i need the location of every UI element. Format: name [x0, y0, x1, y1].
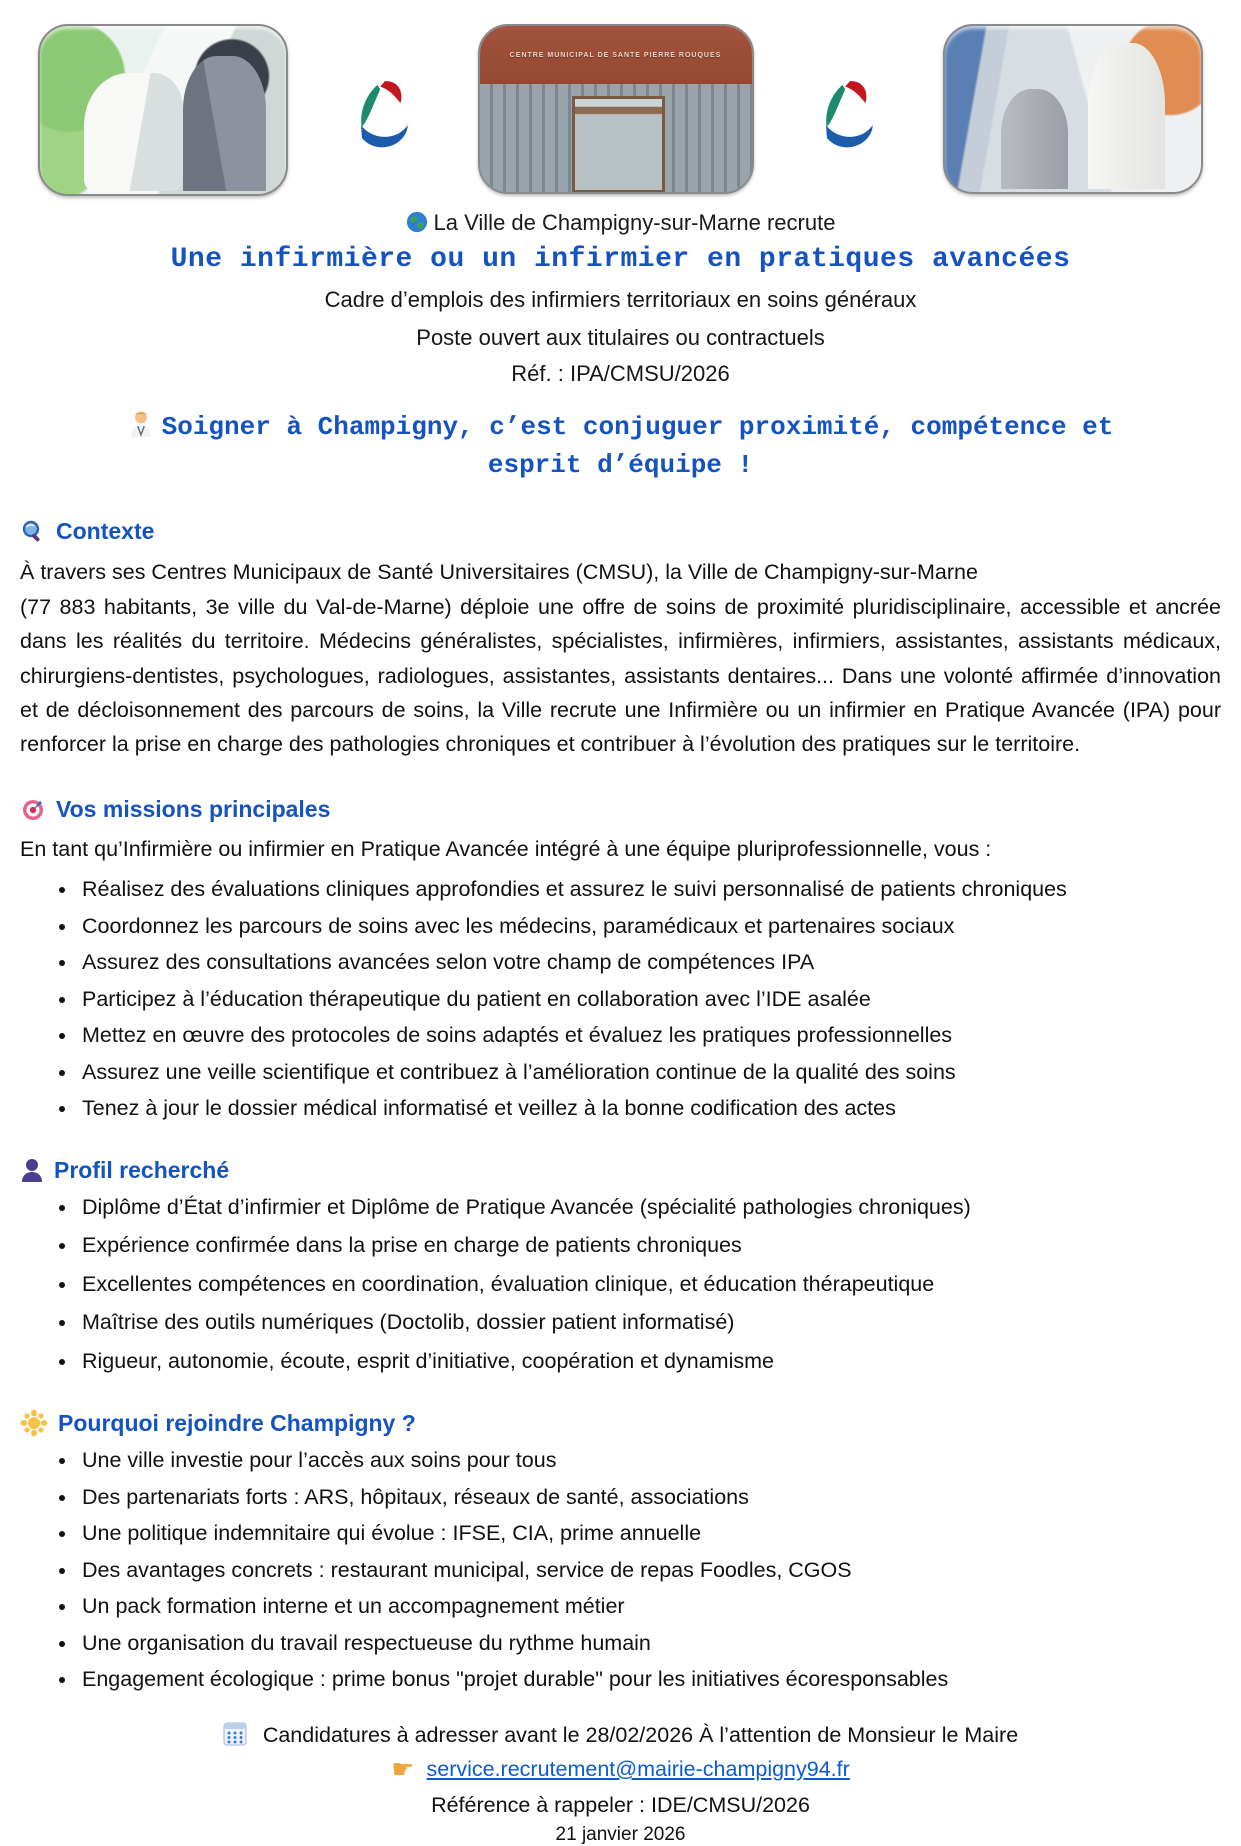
- footer: [0, 1720, 1241, 1846]
- section-why: [0, 1409, 1241, 1694]
- health-worker-icon: [128, 410, 154, 438]
- building-facade: [480, 26, 752, 84]
- page-title: Une infirmière ou un infirmier en pratiques avancées: [170, 244, 1071, 275]
- section-context: [0, 518, 1241, 761]
- section-missions-header: [20, 796, 1221, 823]
- list-item: • Engagement écologique : prime bonus "projet durable" pour les initiatives écoresponsables: [78, 1666, 1221, 1694]
- list-item: • Des avantages concrets : restaurant municipal, service de repas Foodles, CGOS: [78, 1557, 1221, 1585]
- photo-nurse-with-child: [943, 24, 1203, 194]
- section-context-title: Contexte: [56, 518, 155, 545]
- brand-line-text: La Ville de Champigny-sur-Marne recrute: [433, 210, 836, 235]
- target-icon: [20, 796, 46, 822]
- application-deadline-line: [0, 1720, 1241, 1748]
- building-door: [572, 96, 665, 193]
- section-profile: [0, 1157, 1241, 1376]
- recruitment-email-link[interactable]: service.recrutement@mairie-champigny94.fr: [426, 1756, 850, 1781]
- list-item: • Excellentes compétences en coordination, évaluation clinique, et éducation thérapeutique: [78, 1271, 1221, 1299]
- globe-icon: [406, 211, 428, 233]
- list-item: • Rigueur, autonomie, écoute, esprit d’initiative, coopération et dynamisme: [78, 1348, 1221, 1376]
- list-item: • Un pack formation interne et un accompagnement métier: [78, 1593, 1221, 1621]
- list-item: • Diplôme d’État d’infirmier et Diplôme de Pratique Avancée (spécialité pathologies chroniques): [78, 1194, 1221, 1222]
- job-reference: Réf. : IPA/CMSU/2026: [511, 361, 730, 386]
- brand-line: [0, 210, 1241, 236]
- profile-list: [20, 1194, 1221, 1376]
- section-profile-header: [20, 1157, 1221, 1184]
- missions-list: [20, 876, 1221, 1123]
- photo-vaccination-scene: [38, 24, 288, 196]
- section-why-title: Pourquoi rejoindre Champigny ?: [58, 1409, 416, 1436]
- list-item: • Réalisez des évaluations cliniques approfondies et assurez le suivi personnalisé de patients chroniques: [78, 876, 1221, 904]
- section-profile-title: Profil recherché: [54, 1156, 230, 1183]
- person-bust-icon: [20, 1157, 44, 1183]
- list-item: • Une ville investie pour l’accès aux soins pour tous: [78, 1447, 1221, 1475]
- email-line: [0, 1754, 1241, 1785]
- list-item: • Une organisation du travail respectueuse du rythme humain: [78, 1630, 1221, 1658]
- pointing-hand-icon: ☛: [391, 1753, 415, 1784]
- tagline-text: Soigner à Champigny, c’est conjuguer proximité, compétence et esprit d’équipe !: [161, 412, 1114, 480]
- section-missions-title: Vos missions principales: [56, 795, 331, 822]
- list-item: • Expérience confirmée dans la prise en charge de patients chroniques: [78, 1232, 1221, 1260]
- missions-intro: En tant qu’Infirmière ou infirmier en Pratique Avancée intégré à une équipe pluriprofessionnelle, vous :: [20, 836, 992, 861]
- champigny-logo-icon: [350, 70, 416, 162]
- list-item: • Des partenariats forts : ARS, hôpitaux, réseaux de santé, associations: [78, 1484, 1221, 1512]
- photo-health-center-building: [478, 24, 754, 194]
- list-item: • Coordonnez les parcours de soins avec les médecins, paramédicaux et partenaires sociaux: [78, 913, 1221, 941]
- section-missions: [0, 796, 1241, 1123]
- subtitle-cadre: Cadre d’emplois des infirmiers territoriaux en soins généraux: [324, 287, 917, 312]
- sun-icon: [20, 1409, 48, 1437]
- context-paragraph: (77 883 habitants, 3e ville du Val-de-Marne) déploie une offre de soins de proximité pluridisciplinaire, accessible et ancrée dans les réalités du territoire. Médecins généralistes, spécialistes, infirmières, infirmiers, assistantes, assistants médicaux, chirurgiens-dentistes, psychologues, radiologues, assistantes, assistants dentaires... Dans une volonté affirmée d’innovation et de décloisonnement des parcours de soins, la Ville recrute une Infirmière ou un infirmier en Pratique Avancée (IPA) pour renforcer la prise en charge des pathologies chroniques et contribuer à l’évolution des pratiques sur le territoire.: [20, 594, 1221, 757]
- list-item: • Participez à l’éducation thérapeutique du patient en collaboration avec l’IDE asalée: [78, 986, 1221, 1014]
- building-sign-text: CENTRE MUNICIPAL DE SANTE PIERRE ROUQUES: [509, 51, 722, 59]
- list-item: • Mettez en œuvre des protocoles de soins adaptés et évaluez les pratiques professionnelles: [78, 1022, 1221, 1050]
- list-item: • Une politique indemnitaire qui évolue : IFSE, CIA, prime annuelle: [78, 1520, 1221, 1548]
- calendar-icon: [223, 1720, 247, 1746]
- magnifier-icon: [20, 519, 46, 545]
- deadline-text: Candidatures à adresser avant le 28/02/2026 À l’attention de Monsieur le Maire: [262, 1722, 1019, 1747]
- section-why-header: [20, 1409, 1221, 1437]
- tagline: [106, 409, 1136, 484]
- why-list: [20, 1447, 1221, 1694]
- header-photo-strip: [0, 0, 1241, 196]
- footer-date: 21 janvier 2026: [555, 1823, 686, 1845]
- list-item: • Assurez des consultations avancées selon votre champ de compétences IPA: [78, 949, 1221, 977]
- context-paragraph-line1: À travers ses Centres Municipaux de Santé Universitaires (CMSU), la Ville de Champigny-sur-Marne: [20, 560, 978, 585]
- list-item: • Maîtrise des outils numériques (Doctolib, dossier patient informatisé): [78, 1309, 1221, 1337]
- footer-reference: Référence à rappeler : IDE/CMSU/2026: [431, 1792, 810, 1817]
- list-item: • Tenez à jour le dossier médical informatisé et veillez à la bonne codification des actes: [78, 1095, 1221, 1123]
- subtitle-poste: Poste ouvert aux titulaires ou contractuels: [416, 325, 825, 350]
- list-item: • Assurez une veille scientifique et contribuez à l’amélioration continue de la qualité des soins: [78, 1059, 1221, 1087]
- champigny-logo-icon: [815, 70, 881, 162]
- section-context-header: [20, 518, 1221, 545]
